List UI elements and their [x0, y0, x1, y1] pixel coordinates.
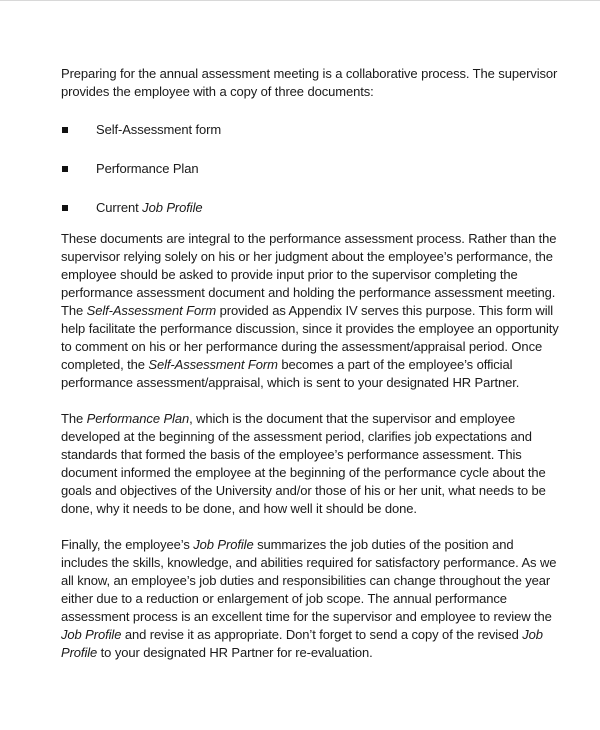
square-bullet-icon — [62, 205, 68, 211]
paragraph-documents-integral: These documents are integral to the performance assessment process. Rather than the supervisor relying solely on his or her judgment about the employee’s performance, the employee should be asked to provide input prior to the supervisor completing the performance assessment document and holding the performance assessment meeting. The Self-Assessment Form provided as Appendix IV serves this purpose. This form will help facilitate the performance discussion, since it provides the employee an opportunity to comment on his or her performance during the assessment/appraisal period. Once completed, the Self-Assessment Form becomes a part of the employee’s official performance assessment/appraisal, which is sent to your designated HR Partner. — [61, 231, 559, 390]
list-item: Current Job Profile — [61, 199, 561, 217]
intro-paragraph: Preparing for the annual assessment meeting is a collaborative process. The supervisor provides the employee with a copy of three documents: — [61, 66, 558, 99]
square-bullet-icon — [62, 127, 68, 133]
square-bullet-icon — [62, 166, 68, 172]
paragraph-job-profile: Finally, the employee’s Job Profile summarizes the job duties of the position and includes the skills, knowledge, and abilities required for satisfactory performance. As we all know, an employee’s job duties and responsibilities can change throughout the year either due to a reduction or enlargement of job scope. The annual performance assessment process is an excellent time for the supervisor and employee to review the Job Profile and revise it as appropriate. Don’t forget to send a copy of the revised Job Profile to your designated HR Partner for re-evaluation. — [61, 537, 557, 660]
document-body — [61, 65, 561, 680]
list-item: Self-Assessment form — [61, 121, 561, 139]
documents-list — [61, 121, 561, 217]
list-item: Performance Plan — [61, 160, 561, 178]
paragraph-performance-plan: The Performance Plan, which is the document that the supervisor and employee developed at the beginning of the assessment period, clarifies job expectations and standards that formed the basis of the employee’s performance assessment. This document informed the employee at the beginning of the performance cycle about the goals and objectives of the University and/or those of his or her unit, what needs to be done, why it needs to be done, and how well it should be done. — [61, 411, 546, 516]
